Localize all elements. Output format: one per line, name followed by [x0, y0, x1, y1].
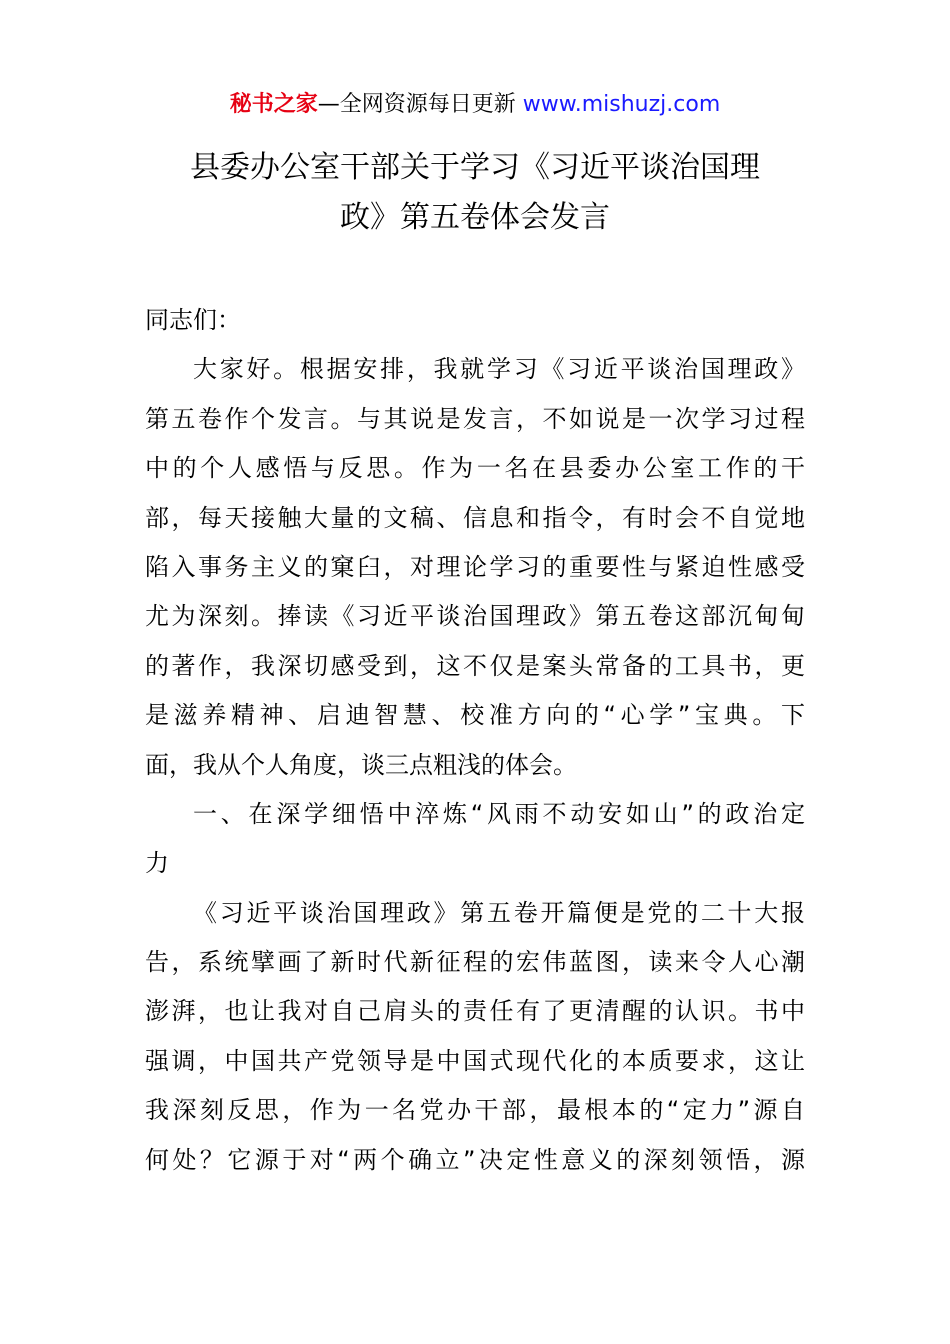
- body-line: 陷入事务主义的窠臼，对理论学习的重要性与紧迫性感受: [145, 552, 805, 581]
- body-line: 中的个人感悟与反思。作为一名在县委办公室工作的干: [145, 454, 805, 483]
- document-title: [0, 143, 950, 243]
- section-heading-line: 一、在深学细悟中淬炼“风雨不动安如山”的政治定: [193, 799, 805, 828]
- title-line-1: 县委办公室干部关于学习《习近平谈治国理: [190, 150, 760, 185]
- body-line: 澎湃，也让我对自己肩头的责任有了更清醒的认识。书中: [145, 997, 805, 1026]
- body-line: 何处？它源于对“两个确立”决定性意义的深刻领悟，源: [145, 1145, 805, 1174]
- body-line: 的著作，我深切感受到，这不仅是案头常备的工具书，更: [145, 651, 805, 680]
- site-url-link[interactable]: www.mishuzj.com: [522, 92, 721, 117]
- body-line: 我深刻反思，作为一名党办干部，最根本的“定力”源自: [145, 1096, 805, 1125]
- section-heading-line: 力: [145, 849, 169, 878]
- brand-name: 秘书之家: [229, 92, 318, 117]
- document-body: [145, 296, 805, 1185]
- body-line: 《习近平谈治国理政》第五卷开篇便是党的二十大报: [193, 898, 805, 927]
- body-line: 部，每天接触大量的文稿、信息和指令，有时会不自觉地: [145, 503, 805, 532]
- body-line: 强调，中国共产党领导是中国式现代化的本质要求，这让: [145, 1046, 805, 1075]
- body-line: 第五卷作个发言。与其说是发言，不如说是一次学习过程: [145, 404, 805, 433]
- body-line: 尤为深刻。捧读《习近平谈治国理政》第五卷这部沉甸甸: [145, 602, 805, 631]
- body-line: 是滋养精神、启迪智慧、校准方向的“心学”宝典。下: [145, 701, 805, 730]
- body-line: 告，系统擘画了新时代新征程的宏伟蓝图，读来令人心潮: [145, 948, 805, 977]
- body-line: 大家好。根据安排，我就学习《习近平谈治国理政》: [193, 355, 805, 384]
- site-header: [0, 88, 950, 122]
- title-line-2: 政》第五卷体会发言: [340, 200, 610, 235]
- body-line: 面，我从个人角度，谈三点粗浅的体会。: [145, 750, 577, 779]
- salutation: 同志们：: [145, 306, 241, 334]
- header-tagline: —全网资源每日更新: [317, 92, 523, 117]
